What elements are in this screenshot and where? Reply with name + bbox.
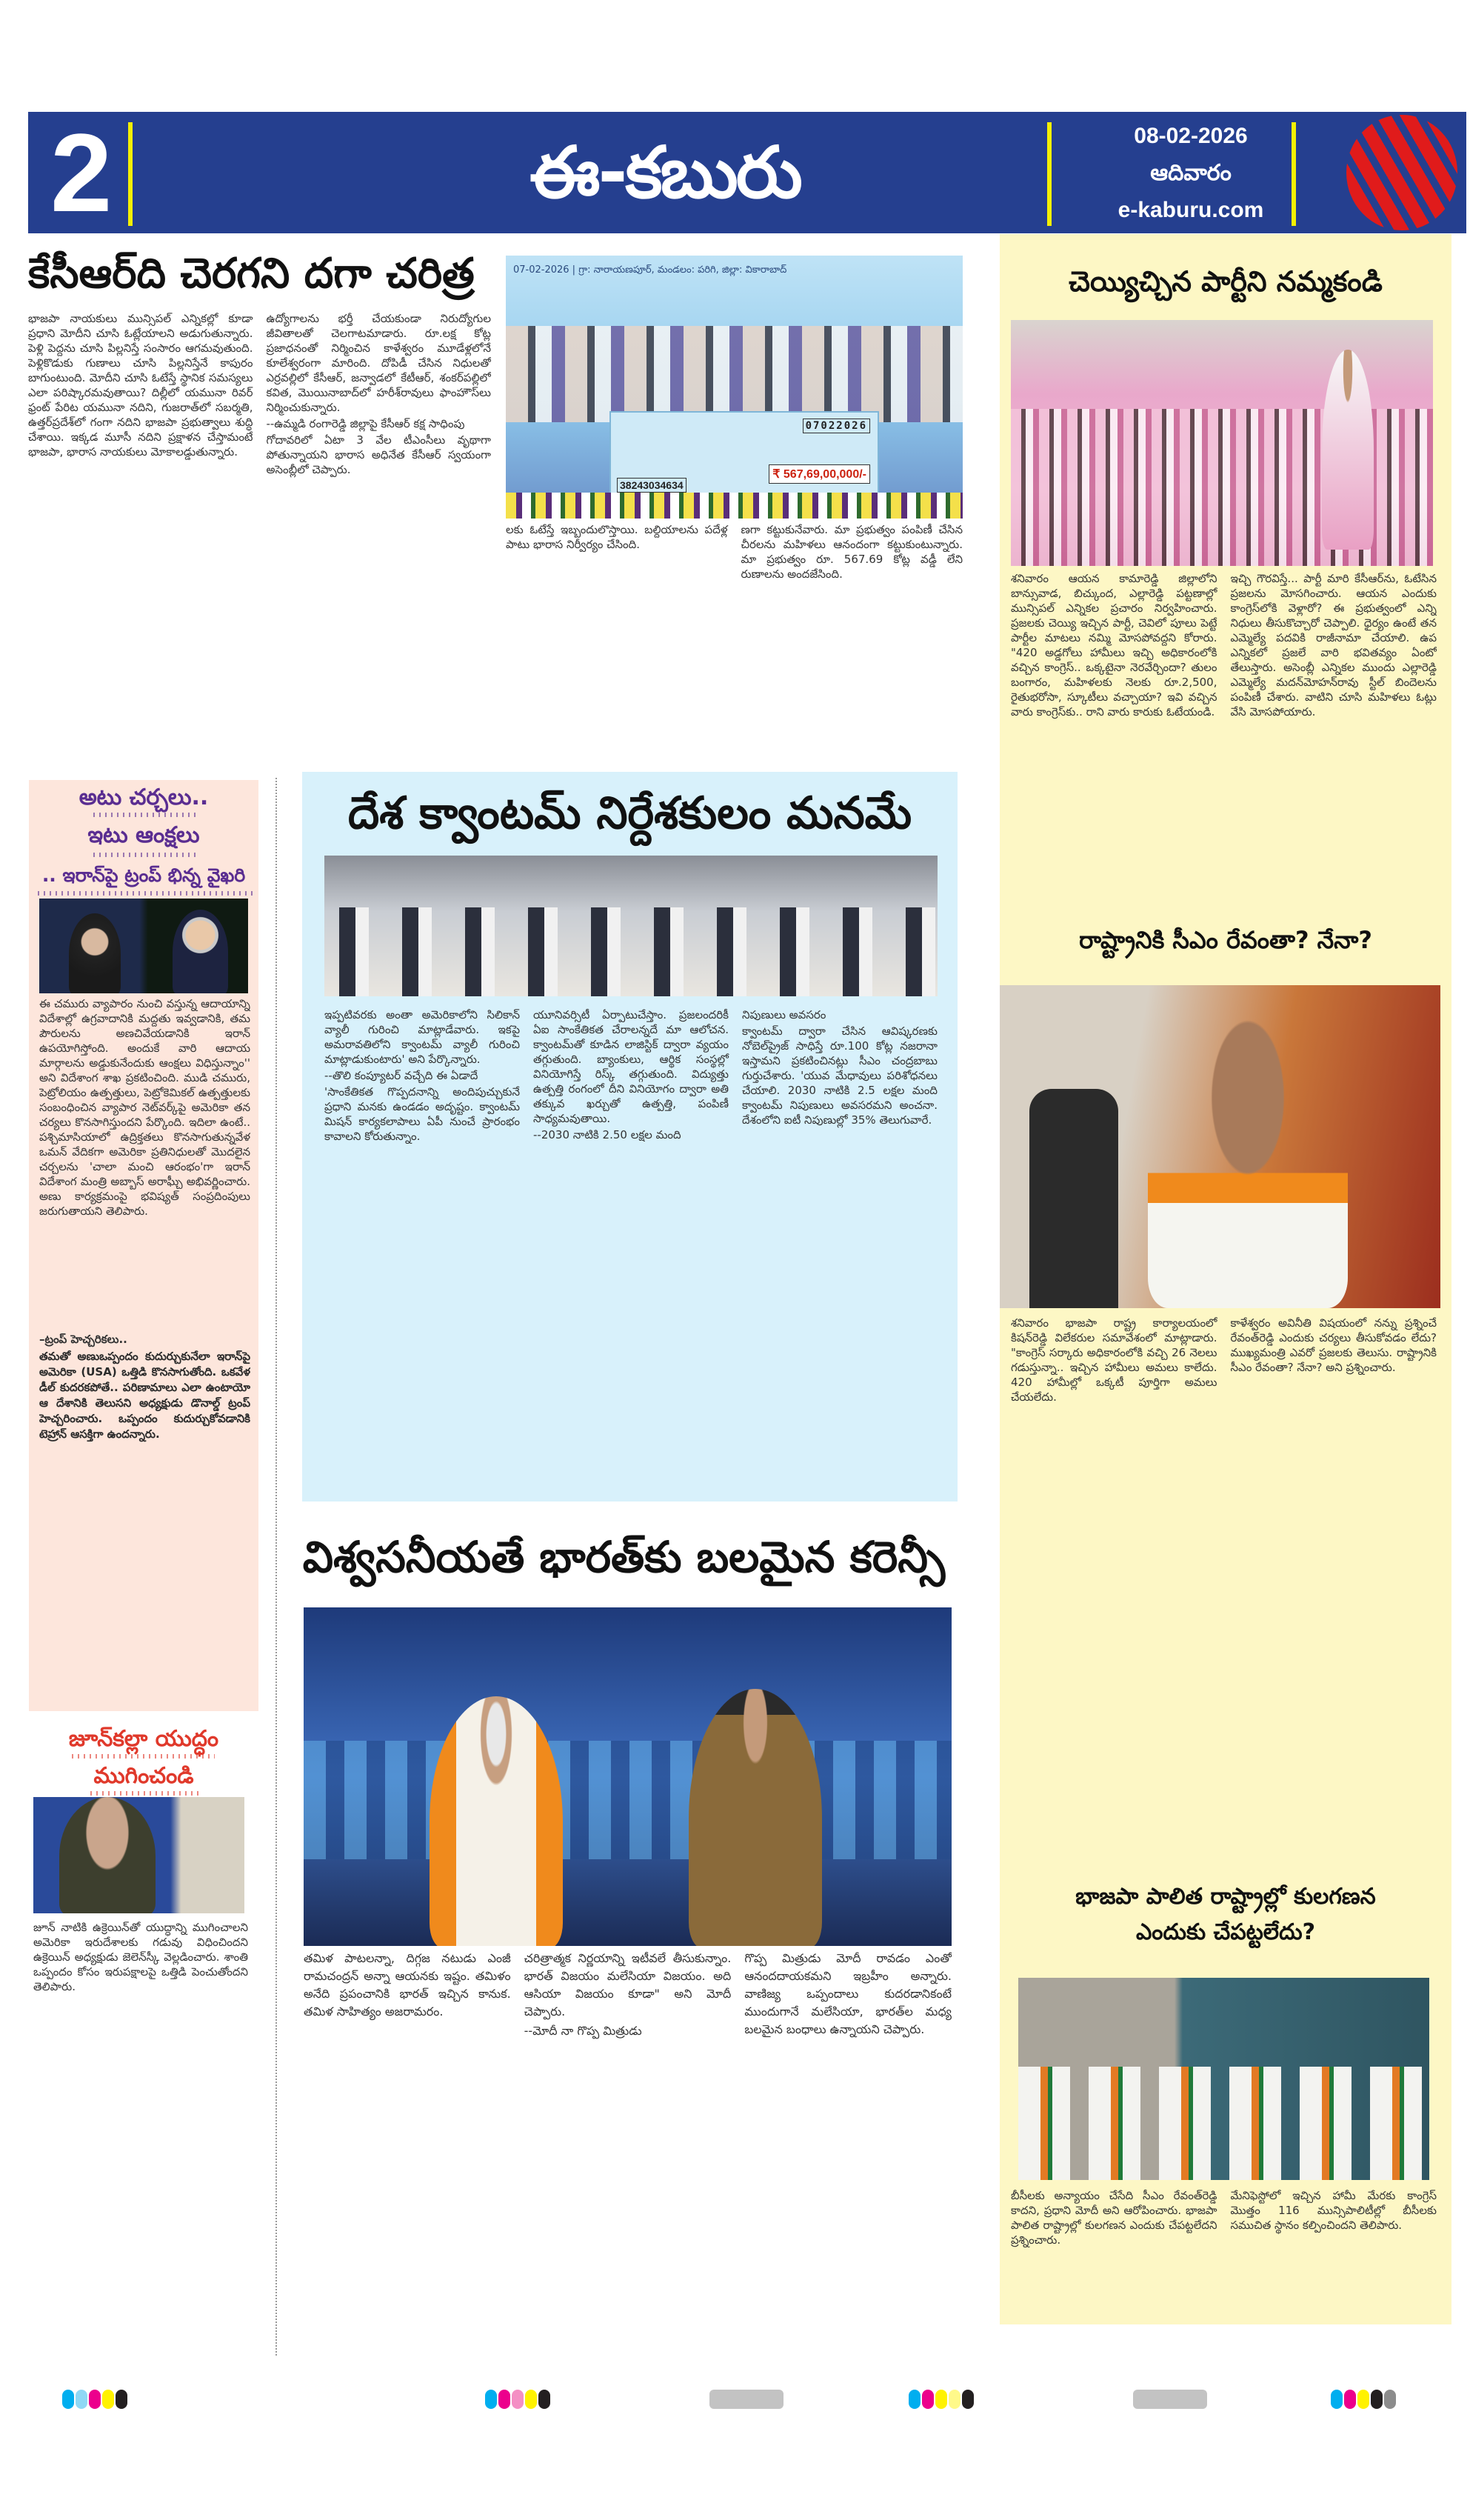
paragraph: ఈ చమురు వ్యాపారం నుంచి వస్తున్న ఆదాయాన్ని విదేశాల్లో ఉగ్రవాదానికి మద్దతు ఇవ్వడానికి, తమ పౌరులను అణచివేయడానికి ఇరాన్ ఉపయోగిస్తోంది. అందుకే వారి ఆదాయ మార్గాలను అడ్డుకునేందుకు ఆంక్షలు విధిస్తున్నాం'' అని విదేశాంగ శాఖ ప్రకటించింది. ముడి చమురు, పెట్రోలియం ఉత్పత్తులు, పెట్రోకెమికల్ ఉత్పత్తులకు సంబంధించిన వ్యాపార నెట్‌వర్క్‌పై అమెరికా తన చర్యలు కొనసాగిస్తుందని పేర్కొంది. ఇదిలా ఉంటే.. పశ్చిమాసియాలో ఉద్రిక్తతలు కొనసాగుతున్నవేళ ఒమన్ వేదికగా అమెరికా ప్రతినిధులతో మొదలైన చర్చలను 'చాలా మంచి ఆరంభం'గా ఇరాన్ విదేశాంగ మంత్రి అబ్బాస్ అరాఘ్చీ అభివర్ణించారు. అణు కార్యక్రమంపై భవిష్యత్ సంప్రదింపులు జరుగుతాయని తెలిపారు.: [39, 997, 250, 1218]
page-number: 2: [50, 110, 113, 235]
paragraph: 'సాంకేతికత గొప్పదనాన్ని అందిపుచ్చుకునే ప్రధాని మనకు ఉండడం అదృష్టం. క్వాంటమ్ మిషన్ కార్యకలాపాలు ఏపీ నుంచే ప్రారంభం కావాలని కోరుతున్నాం.: [324, 1085, 520, 1143]
paragraph: జూన్ నాటికి ఉక్రెయిన్‌తో యుద్ధాన్ని ముగించాలని అమెరికా ఇరుదేశాలకు గడువు విధించిందని ఉక్రెయిన్ అధ్యక్షుడు జెలెన్‌స్కీ వెల్లడించారు. శాంతి ఒప్పందం కోసం ఇరుపక్షాలపై ఒత్తిడి పెంచుతోందని తెలిపారు.: [33, 1921, 248, 1993]
paragraph: శనివారం ఆయన కామారెడ్డి జిల్లాలోని బాన్సువాడ, బిచ్కుంద, ఎల్లారెడ్డి పట్టణాల్లో మున్సిపల్ ఎన్నికల ప్రచారం నిర్వహించారు. ప్రజలకు చెయ్యి ఇచ్చిన పార్టీ, చెవిలో పూలు పెట్టే పార్టీల మాటలు నమ్మి మోసపోవద్దని కోరారు. "420 అడ్డగోలు హామీలు ఇచ్చి అధికారంలోకి వచ్చిన కాంగ్రెస్.. ఒక్కటైనా నెరవేర్చిందా? తులం బంగారం, మహిళలకు నెలకు రూ.2,500, రైతుభరోసా, స్కూటీలు వచ్చాయా? ఇవి వచ్చిన వారు కాంగ్రెస్‌కు.. రాని వారు కారుకు ఓటేయండి.: [1011, 572, 1217, 719]
paragraph: మేనిఫెస్టోలో ఇచ్చిన హామీ మేరకు కాంగ్రెస్ మొత్తం 116 మున్సిపాలిటీల్లో బీసీలకు సముచిత స్థానం కల్పించిందని తెలిపారు.: [1230, 2189, 1437, 2232]
divider: [128, 122, 133, 226]
ukraine-headline-2: ముగించండి: [93, 1763, 194, 1789]
currency-story-body: [304, 1950, 952, 2361]
paragraph: కాళేశ్వరం అవినీతి విషయంలో నన్ను ప్రశ్నించే రేవంత్‌రెడ్డి ఎందుకు చర్యలు తీసుకోవడం లేదు? ముఖ్యమంత్రి ఎవరో ప్రజలకు తెలుసు. రాష్ట్రానికి సీఎం రేవంతా? నేనా? అని ప్రశ్నించారు.: [1230, 1316, 1437, 1374]
iran-kicker-1: అటు చర్చలు..: [78, 784, 209, 810]
sidebar-headline-3b: ఎందుకు చేపట్టలేదు?: [1135, 1919, 1316, 1945]
column-divider: [275, 778, 277, 2356]
lead-story-body-continued: [506, 522, 963, 759]
issue-date: 08-02-2026: [1134, 124, 1248, 148]
iran-headline: .. ఇరాన్‌పై ట్రంప్ భిన్న వైఖరి: [41, 864, 246, 886]
press-meet-photo: [1018, 1978, 1429, 2180]
cheque-account: 38243034634: [617, 478, 686, 493]
lead-headline: కేసీఆర్‌ది చెరగని దగా చరిత్ర: [28, 250, 475, 298]
divider: [1047, 122, 1052, 226]
quantum-event-photo: [324, 856, 938, 996]
sidebar: [1000, 234, 1451, 2324]
kishan-reddy-photo: [1000, 985, 1440, 1308]
paragraph: శనివారం భాజపా రాష్ట్ర కార్యాలయంలో కిషన్‌రెడ్డి విలేకరుల సమావేశంలో మాట్లాడారు. "కాంగ్రెస్ సర్కారు అధికారంలోకి వచ్చి 26 నెలలు గడుస్తున్నా.. ఇచ్చిన హామీలు అమలు కాలేదు. 420 హామీల్లో ఒక్కటీ పూర్తిగా అమలు చేయలేదు.: [1011, 1316, 1217, 1404]
iran-kicker-2: ఇటు ఆంక్షలు: [87, 822, 200, 848]
decorative-border: [92, 813, 199, 817]
iran-subhead: –ట్రంప్ హెచ్చరికలు..: [39, 1333, 127, 1346]
currency-headline: విశ్వసనీయతే భారత్‌కు బలమైన కరెన్సీ: [302, 1532, 946, 1582]
paragraph: బీసీలకు అన్యాయం చేసేది సీఎం రేవంత్‌రెడ్డి కాదని, ప్రధాని మోదీ అని ఆరోపించారు. భాజపా పాలిత రాష్ట్రాల్లో కులగణన ఎందుకు చేపట్టలేదని ప్రశ్నించారు.: [1011, 2189, 1217, 2247]
cheque-date: 07022026: [803, 419, 870, 433]
sidebar-headline-3a: భాజపా పాలిత రాష్ట్రాల్లో కులగణన: [1075, 1884, 1376, 1910]
paragraph: తమిళ పాటలన్నా, దిగ్గజ నటుడు ఎంజీ రామచంద్రన్ అన్నా ఆయనకు ఇష్టం. తమిళం అనేది ప్రపంచానికి భారత్ ఇచ్చిన కానుక. తమిళ సాహిత్యం అజరామరం.: [304, 1951, 511, 2019]
paragraph: ఇప్పటివరకు అంతా అమెరికాలోని సిలికాన్ వ్యాలీ గురించి మాట్లాడేవారు. ఇకపై అమరావతిలోని క్వాంటమ్ వ్యాలీ గురించి మాట్లాడుకుంటారు' అని పేర్కొన్నారు.: [324, 1008, 520, 1066]
modi-anwar-photo: [304, 1607, 952, 1946]
rally-photo: [1011, 320, 1433, 566]
iran-story-box: [29, 780, 258, 1711]
gray-registration-block: [709, 2390, 784, 2409]
photo-banner-text: 07-02-2026 | గ్రా: నారాయణపూర్, మండలం: పరిగి, జిల్లా: వికారాబాద్: [513, 264, 787, 276]
decorative-border: [36, 891, 253, 896]
color-registration-bar: [62, 2390, 127, 2409]
paragraph: యూనివర్సిటీ ఏర్పాటుచేస్తాం. ప్రజలందరికీ ఏఐ సాంకేతికత చేరాలన్నదే మా ఆలోచన. క్వాంటమ్‌తో కూడిన లాజిస్టిక్ ద్వారా వ్యయం తగ్గుతుంది. బ్యాంకులు, ఆర్థిక సంస్థల్లో వినియోగిస్తే రిస్క్ తగ్గుతుంది. విద్యుత్తు ఉత్పత్తి రంగంలో దీని వినియోగం ద్వారా అతి తక్కువ ఖర్చుతో ఉత్పత్తి, పంపిణీ సాధ్యమవుతాయి.: [533, 1008, 729, 1125]
paragraph: చరిత్రాత్మక నిర్ణయాన్ని ఇటీవలే తీసుకున్నాం. భారత్ విజయం మలేసియా విజయం. అది ఆసియా విజయం కూడా" అని మోదీ చెప్పారు.: [524, 1951, 732, 2019]
paragraph: ణగా కట్టుకునేవారు. మా ప్రభుత్వం పంపిణీ చేసిన చీరలను మహిళలు ఆనందంగా కట్టుకుంటున్నారు. మా ప్రభుత్వం రూ. 567.69 కోట్ల వడ్డీ లేని రుణాలను అందజేసింది.: [741, 523, 963, 581]
color-registration-bar: [909, 2390, 974, 2409]
iran-bold-body: తమతో అణుఒప్పందం కుదుర్చుకునేలా ఇరాన్‌పై అమెరికా (USA) ఒత్తిడి కొనసాగుతోంది. ఒకవేళ డీల్ కుదరకపోతే.. పరిణామాలు ఎలా ఉంటాయో ఆ దేశానికి తెలుసని అధ్యక్షుడు డొనాల్డ్ ట్రంప్ హెచ్చరించారు. ఒప్పందం కుదుర్చుకోవడానికి టెహ్రాన్ ఆసక్తిగా ఉందన్నారు.: [39, 1350, 250, 1441]
paragraph: లకు ఓటేస్తే ఇబ్బందులొస్తాయి. బల్దియాలను పదేళ్ల పాటు భారాస నిర్వీర్యం చేసింది.: [506, 523, 728, 551]
paragraph: క్వాంటమ్ ద్వారా చేసిన ఆవిష్కరణకు నోబెల్‌ప్రైజ్ సాధిస్తే రూ.100 కోట్ల నజరానా ఇస్తామని ప్రకటించినట్లు సీఎం చంద్రబాబు గుర్తుచేశారు. 'యువ మేధావులు పరిశోధనలు చేయాలి. 2030 నాటికి 2.5 లక్షల మంది క్వాంటమ్ నిపుణులు అవసరమని అంచనా. దేశంలోని ఐటీ నిపుణుల్లో 35% తెలుగువారే.: [742, 1024, 938, 1127]
cheque-amount: ₹ 567,69,00,000/-: [769, 464, 870, 484]
zelensky-photo: [33, 1797, 244, 1913]
divider: [1292, 122, 1296, 226]
paragraph: ఉద్యోగాలను భర్తీ చేయకుండా నిరుద్యోగుల జీవితాలతో చెలగాటమాడారు. రూ.లక్ష కోట్ల ప్రజాధనంతో నిర్మించిన కాళేశ్వరం మూడేళ్లలోనే కూలేశ్వరంగా మారింది. దోపిడీ చేసిన నిధులతో ఎర్రవల్లిలో కేసీఆర్, జన్వాడలో కేటీఆర్, శంకర్‌పల్లిలో కవిత, మొయినాబాద్‌లో హరీశ్‌రావులు ఫాంహౌస్‌లు నిర్మించుకున్నారు.: [266, 312, 491, 414]
paragraph: --ఉమ్మడి రంగారెడ్డి జిల్లాపై కేసీఆర్ కక్ష సాధింపు: [266, 417, 465, 430]
paragraph: గొప్ప మిత్రుడు మోదీ రావడం ఎంతో ఆనందదాయకమని ఇబ్రహీం అన్నారు. వాణిజ్య ఒప్పందాలు కుదరడానికంటే ముందుగానే మలేసియా, భారత్‌ల మధ్య బలమైన బంధాలు ఉన్నాయని చెప్పారు.: [744, 1951, 952, 2036]
newspaper-logo-text: ఈ-కబురు: [529, 131, 801, 214]
website-link[interactable]: e-kaburu.com: [1117, 198, 1264, 222]
cheque-handover-photo: [506, 256, 963, 519]
paragraph: ఇచ్చి గౌరవిస్తే... పార్టీ మారి కేసీఆర్‌ను, ఓటేసిన ప్రజలను మోసగించారు. ఆయన ఎందుకు కాంగ్రెస్‌లోకి వెళ్లారో? ఈ ప్రభుత్వంలో ఎన్ని నిధులు తీసుకొచ్చారో చెప్పాలి. ధైర్యం ఉంటే తన ఎమ్మెల్యే పదవికి రాజీనామా చేయాలి. ఉప ఎన్నికలో ప్రజలే వారి భవితవ్యం ఏంటో తేలుస్తారు. అసెంబ్లీ ఎన్నికల ముందు ఎల్లారెడ్డి ఎమ్మెల్యే మదన్‌మోహన్‌రావు స్టీల్ బిందెలను పంపిణీ చేశారు. వాటిని చూసి మహిళలు ఓట్లు వేసి మోసపోయారు.: [1230, 572, 1437, 719]
sidebar-story-2-body: [1011, 1316, 1437, 1825]
decorative-border: [70, 1754, 215, 1759]
quantum-story-body: [324, 1007, 938, 1496]
issue-weekday: ఆదివారం: [1150, 161, 1232, 185]
date-block: [1065, 118, 1317, 229]
decorative-border: [92, 853, 196, 857]
flowers: [506, 493, 963, 519]
masthead: [28, 112, 1466, 233]
sidebar-headline-1: చెయ్యిచ్చిన పార్టీని నమ్మకండి: [1069, 265, 1383, 298]
sidebar-story-1-body: [1011, 571, 1437, 912]
ukraine-headline-1: జూన్‌కల్లా యుద్ధం: [68, 1726, 219, 1752]
paragraph: భాజపా నాయకులు మున్సిపల్ ఎన్నికల్లో కూడా ప్రధాని మోదీని చూసి ఓట్లేయాలని అడుగుతున్నారు. పెళ్లి పెద్దను చూసి పిల్లనిస్తే సంసారం ఆగమవుతుంది. పెళ్లికొడుకు గుణాలు చూసి పిల్లనిస్తేనే కాపురం బాగుంటుంది. మోదీని చూసి ఓటేస్తే స్థానిక సమస్యలు ఎలా పరిష్కారమవుతాయి? దిల్లీలో యమునా రివర్ ఫ్రంట్ పేరిట యమునా నదిని, గుజరాత్‌లో సబర్మతి, ఉత్తర్‌ప్రదేశ్‌లో గంగా నదిని భాజపా ప్రభుత్వాలు శుద్ధి చేశాయి. ఇక్కడ మూసీ నదిని ప్రక్షాళన చేస్తామంటే భాజపా, భారాస నాయకులు మోకాలడ్డుతున్నారు.: [28, 312, 253, 459]
paragraph: గోదావరిలో ఏటా 3 వేల టీఎంసీలు వృథాగా పోతున్నాయని భారాస అధినేత కేసీఆర్ స్వయంగా అసెంబ్లీలో చెప్పారు.: [266, 433, 491, 476]
sidebar-headline-2: రాష్ట్రానికి సీఎం రేవంతా? నేనా?: [1079, 926, 1372, 954]
quantum-headline: దేశ క్వాంటమ్ నిర్దేశకులం మనమే: [347, 787, 912, 839]
lead-story-body: [28, 311, 491, 759]
crowd: [506, 326, 963, 422]
paragraph: నిపుణులు అవసరం: [742, 1008, 826, 1021]
paragraph: --మోదీ నా గొప్ప మిత్రుడు: [524, 2024, 642, 2038]
paragraph: --2030 నాటికి 2.50 లక్షల మంది: [533, 1128, 681, 1141]
giant-cheque: [609, 411, 879, 499]
brand-globe-icon: [1346, 115, 1457, 230]
color-registration-bar: [1331, 2390, 1396, 2409]
decorative-border: [89, 1791, 200, 1796]
paragraph: --తొలి కంప్యూటర్ వచ్చేది ఈ ఏడాదే: [324, 1069, 478, 1082]
khamenei-trump-photo: [39, 899, 248, 993]
color-registration-bar: [485, 2390, 550, 2409]
ukraine-story-body: [33, 1920, 248, 2357]
iran-story-body: [39, 996, 250, 1322]
quantum-story-box: [302, 772, 958, 1501]
gray-registration-block: [1133, 2390, 1207, 2409]
sidebar-story-3-body: [1011, 2188, 1437, 2314]
